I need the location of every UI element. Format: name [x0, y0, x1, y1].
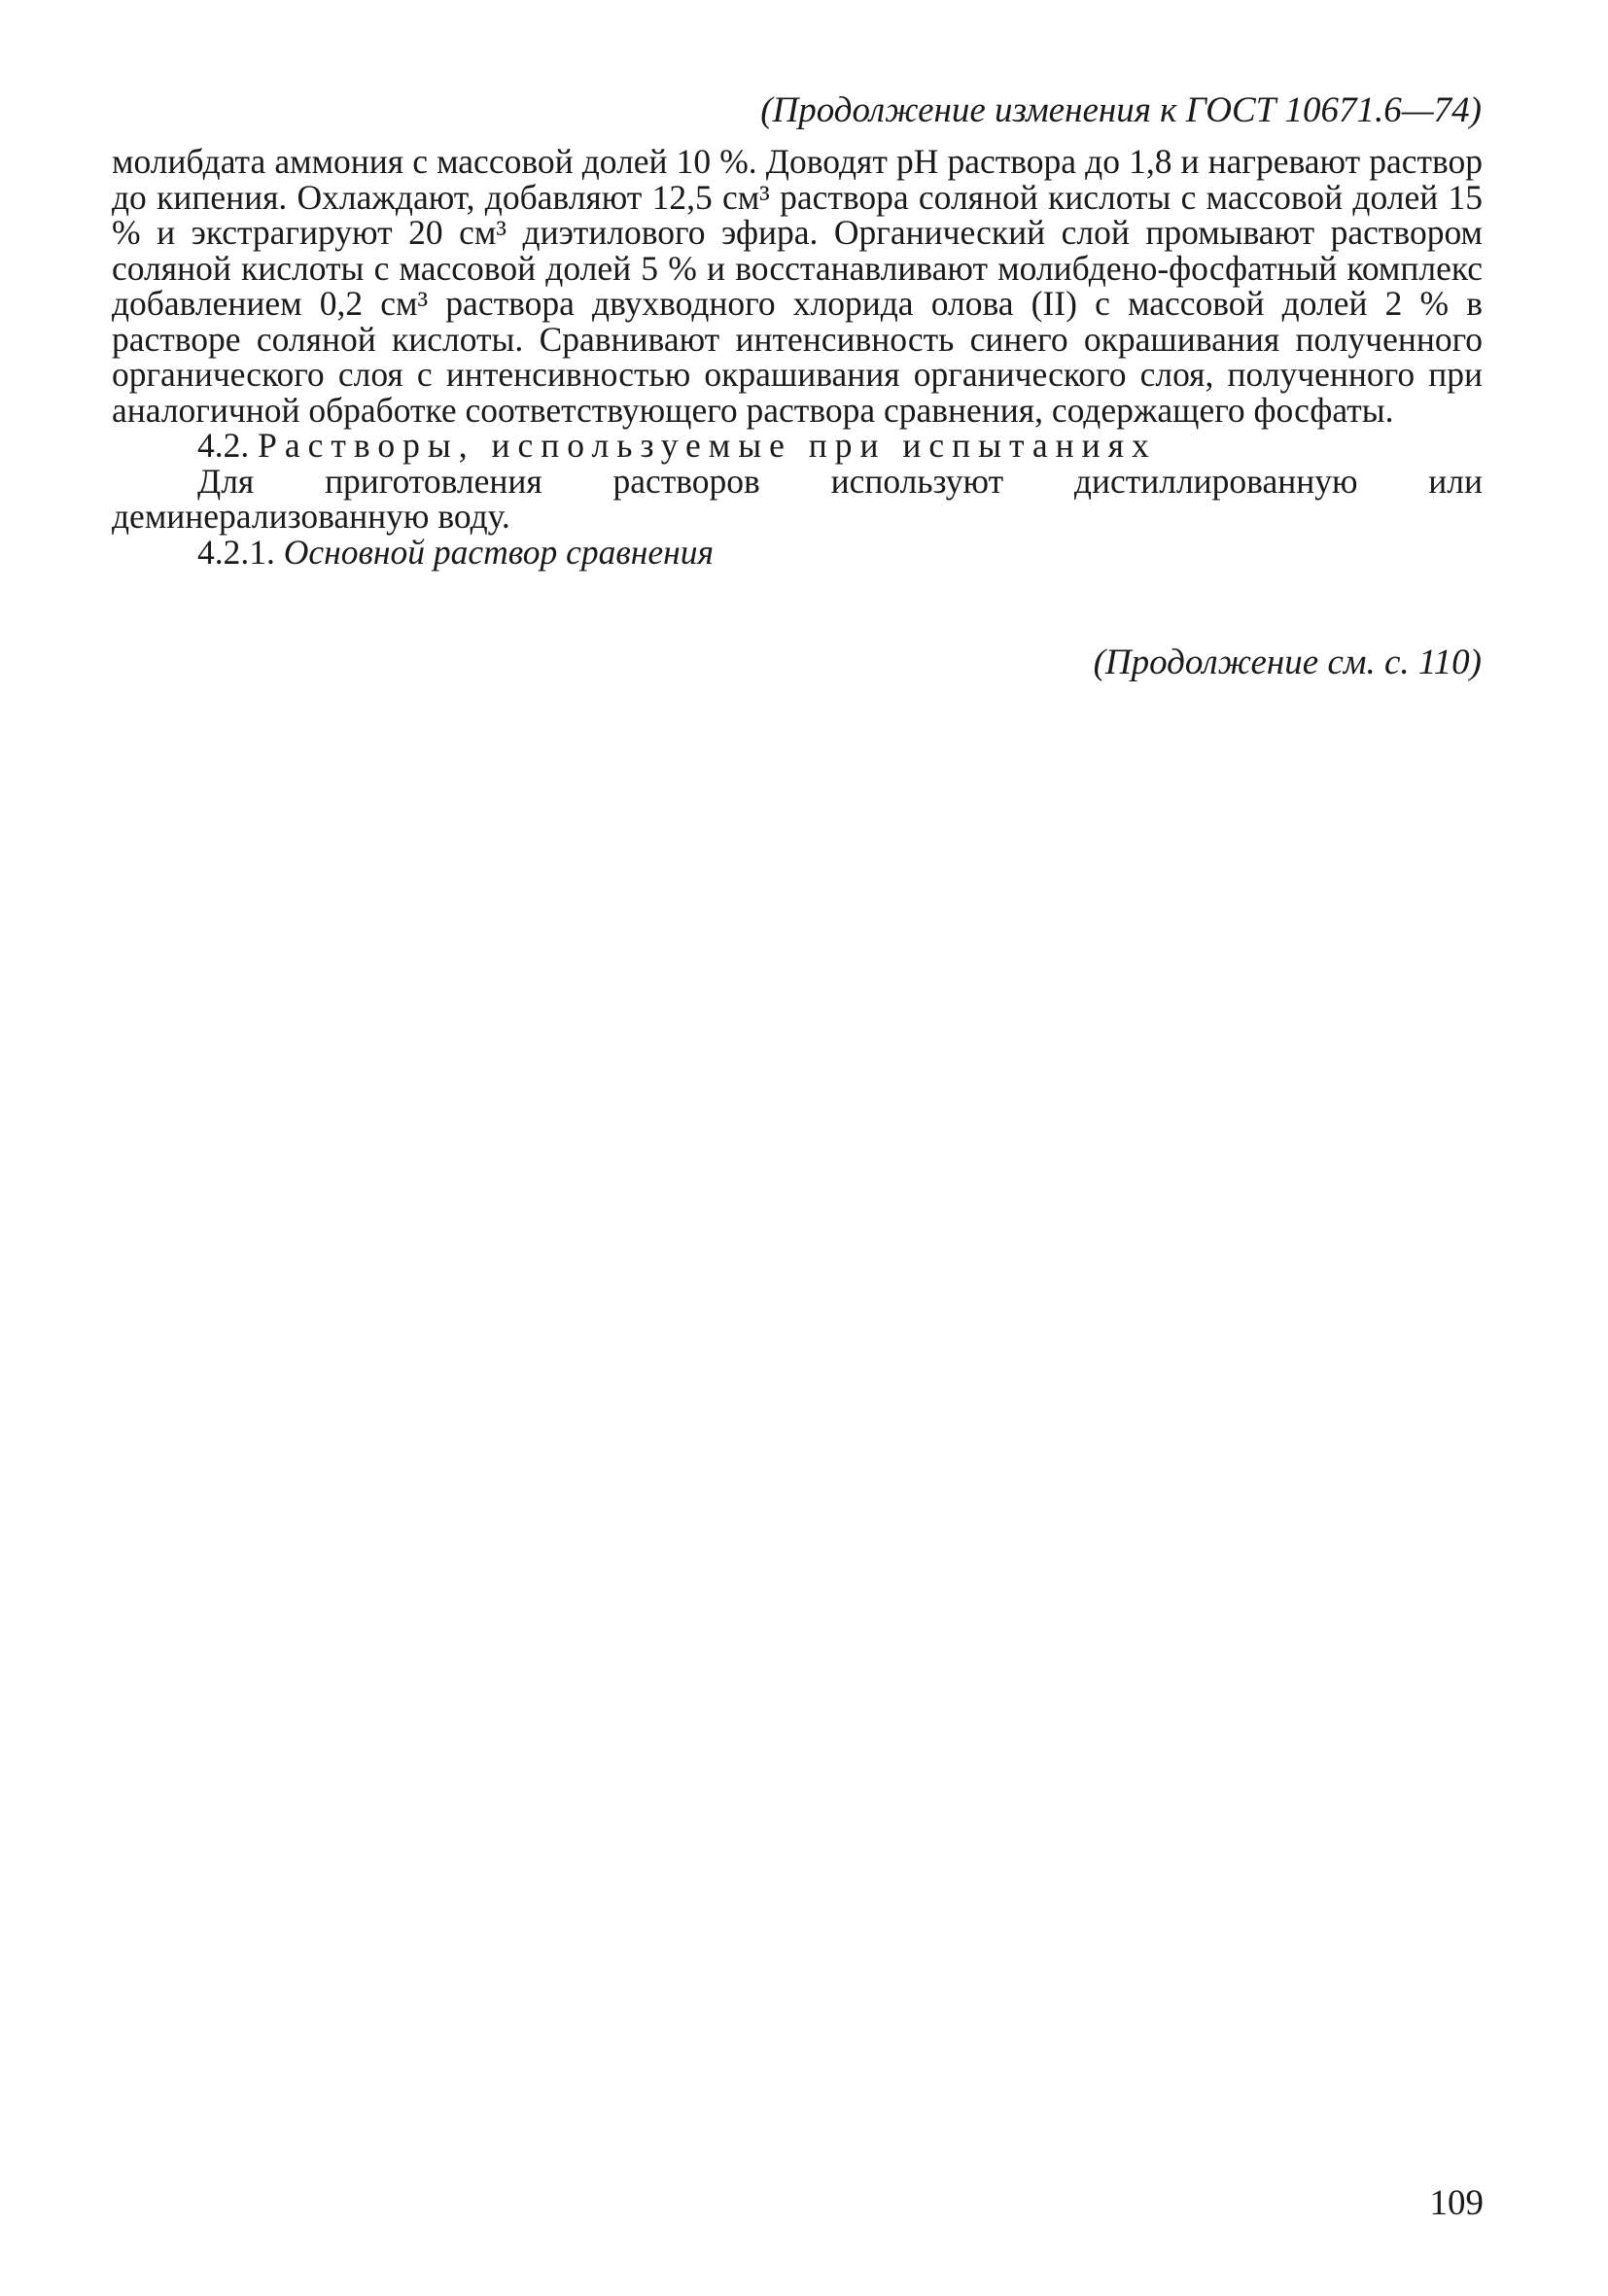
body-text [112, 144, 1483, 570]
subsection-title: Основной раствор сравнения [283, 532, 715, 572]
section-number: 4.2. [197, 426, 250, 465]
continuation-header: (Продолжение изменения к ГОСТ 10671.6—74) [760, 90, 1482, 130]
section-heading-4-2-1 [112, 532, 1483, 572]
paragraph-water: Для приготовления растворов используют дистиллированную или деминерализованную воду. [112, 461, 1483, 536]
page-number: 109 [1429, 2183, 1484, 2223]
section-heading-4-2 [112, 428, 1483, 464]
subsection-number: 4.2.1. [197, 532, 275, 572]
section-title: Растворы, используемые при испытаниях [258, 426, 1157, 465]
paragraph-procedure: молибдата аммония с массовой долей 10 %. Доводят pH раствора до 1,8 и нагревают раствор до кипения. Охлаждают, добавляют 12,5 см³ раствора соляной кислоты с массовой долей 15 % и экстрагируют 20 см³ диэтилового эфира. Органический слой промывают раствором соляной кислоты с массовой долей 5 % и восстанавливают молибдено-фосфатный комплекс добавлением 0,2 см³ раствора двухводного хлорида олова (II) с массовой долей 2 % в растворе соляной кислоты. Сравнивают интенсивность синего окрашивания полученного органического слоя с интенсивностью окрашивания органического слоя, полученного при аналогичной обработке соответствующего раствора сравнения, содержащего фосфаты. [112, 142, 1483, 430]
continuation-footer: (Продолжение см. с. 110) [1093, 643, 1482, 682]
